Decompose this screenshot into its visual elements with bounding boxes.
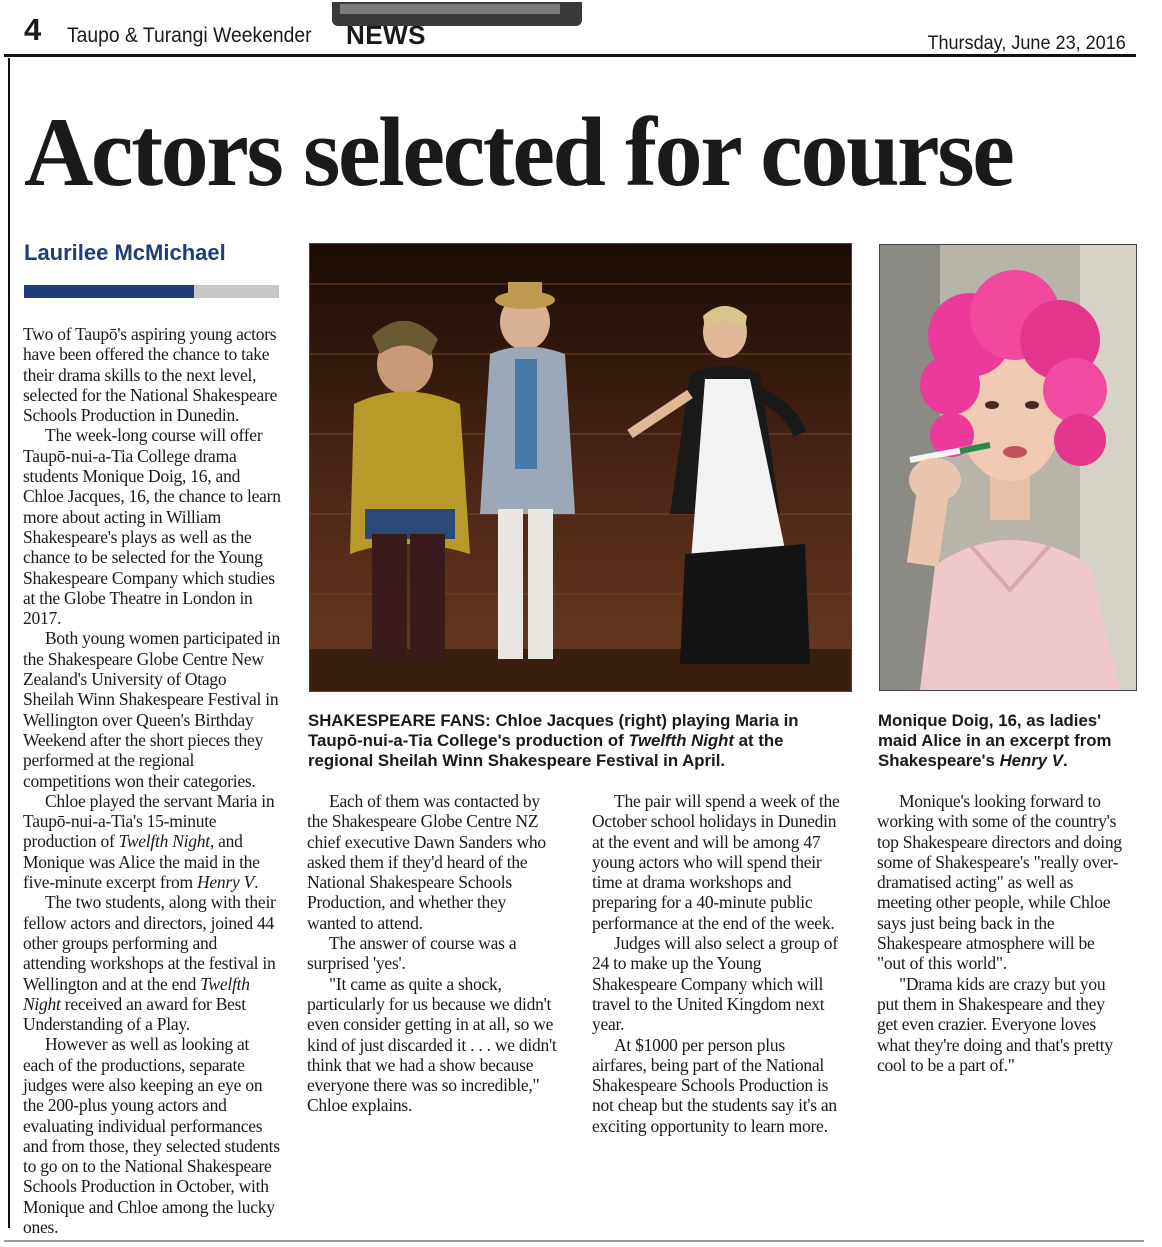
article-paragraph: "It came as quite a shock, particularly for us because we didn't even consider getting in at all, so we kind of just discarded it . . . we didn't think that we had a show because everyone there was so incredible," Chloe explains. — [307, 973, 557, 1116]
paragraph-text: , and Monique was Alice the maid in the five-minute excerpt from — [23, 831, 260, 893]
headline: Actors selected for course — [24, 98, 1013, 207]
article-column-1 — [23, 324, 281, 1237]
portrait-caption-play-title: Henry V — [999, 751, 1063, 770]
play-title: Henry V — [197, 872, 255, 893]
play-title: Twelfth Night — [118, 831, 210, 852]
stage-photo-illustration — [310, 244, 851, 691]
article-paragraph: Monique's looking forward to working with some of the country's top Shakespeare directors and doing some of Shakespeare's "really over-dramatised acting" as well as meeting other people, while Chloe says just being back in the Shakespeare atmosphere will be "out of this world". — [877, 791, 1122, 974]
footer-rule — [4, 1240, 1144, 1242]
portrait-caption-text-a: Monique Doig, 16, as ladies' maid Alice in an excerpt from Shakespeare's — [878, 711, 1112, 770]
header-rule — [4, 54, 1136, 57]
page-number: 4 — [24, 12, 42, 47]
caption-lead: SHAKESPEARE FANS: — [308, 711, 491, 730]
byline-bar-rest — [194, 285, 279, 298]
article-column-3 — [592, 791, 842, 1136]
portrait-photo-illustration — [880, 245, 1136, 690]
caption-text-a: Chloe Jacques (right) playing Maria in Taupō-nui-a-Tia College's production of — [308, 711, 799, 750]
article-paragraph: Judges will also select a group of 24 to make up the Young Shakespeare Company which will travel to the United Kingdom next year. — [592, 933, 838, 1035]
byline-bar-accent — [24, 285, 194, 298]
article-column-4 — [877, 791, 1127, 1075]
caption-play-title: Twelfth Night — [628, 731, 734, 750]
portrait-photo — [879, 244, 1137, 691]
caption-text-b: at the regional Sheilah Winn Shakespeare Festival in April. — [308, 731, 784, 770]
masthead-name: Taupo & Turangi Weekender — [67, 24, 312, 47]
article-paragraph: At $1000 per person plus airfares, being part of the National Shakespeare Schools Production is not cheap but the students say it's an exciting opportunity to learn more. — [592, 1034, 837, 1136]
section-label: NEWS — [346, 20, 426, 50]
issue-date: Thursday, June 23, 2016 — [927, 33, 1126, 54]
portrait-caption-text-b: . — [1062, 751, 1068, 770]
portrait-photo-caption — [878, 711, 1138, 771]
article-paragraph: The week-long course will offer Taupō-nui-a-Tia College drama students Monique Doig, 16, and Chloe Jacques, 16, the chance to learn more about acting in William Shakespeare's plays as well as the chance to be selected for the Young Shakespeare Company which studies at the Globe Theatre in London in 2017. — [23, 425, 281, 629]
article-paragraph: The pair will spend a week of the October school holidays in Dunedin at the event and will be among 47 young actors who will spend their time at drama workshops and preparing for a 40-minute public performance at the end of the week. — [592, 791, 840, 933]
byline: Laurilee McMichael — [24, 240, 226, 265]
article-paragraph — [23, 892, 281, 1034]
paragraph-text: received an award for Best Understanding of a Play. — [23, 993, 246, 1035]
stage-photo-caption — [308, 711, 848, 771]
article-paragraph: Two of Taupō's aspiring young actors have been offered the chance to take their drama skills to the next level, selected for the National Shakespeare Schools Production in Dunedin. — [23, 324, 278, 426]
paragraph-text: Chloe played the servant Maria in Taupō-nui-a-Tia's 15-minute production of — [23, 790, 275, 852]
section-tab-highlight — [340, 4, 560, 14]
stage-photo — [309, 243, 852, 692]
paragraph-text: The two students, along with their fellow actors and directors, joined 44 other groups performing and attending workshops at the festival in Wellington and at the end — [23, 892, 276, 994]
article-paragraph: Each of them was contacted by the Shakespeare Globe Centre NZ chief executive Dawn Sanders who asked them if they'd heard of the National Shakespeare Schools Production, and whether they wanted to attend. — [307, 791, 546, 933]
article-column-2 — [307, 791, 557, 1116]
article-paragraph — [23, 791, 281, 892]
article-paragraph: However as well as looking at each of the productions, separate judges were also keeping an eye on the 200-plus young actors and evaluating individual performances and from those, they selected students to go on to the National Shakespeare Schools Production in October, with Monique and Chloe among the lucky ones. — [23, 1034, 280, 1238]
left-margin-rule — [8, 58, 10, 1228]
play-title: Twelfth Night — [23, 973, 250, 1014]
article-paragraph: "Drama kids are crazy but you put them in Shakespeare and they get even crazier. Everyone loves what they're doing and that's pretty cool to be a part of." — [877, 973, 1113, 1075]
article-paragraph: Both young women participated in the Shakespeare Globe Centre New Zealand's University of Otago Sheilah Winn Shakespeare Festival in Wellington over Queen's Birthday Weekend after the short pieces they performed at the regional competitions won their categories. — [23, 628, 281, 791]
article-paragraph: The answer of course was a surprised 'yes'. — [307, 933, 517, 974]
paragraph-text: . — [254, 872, 259, 893]
